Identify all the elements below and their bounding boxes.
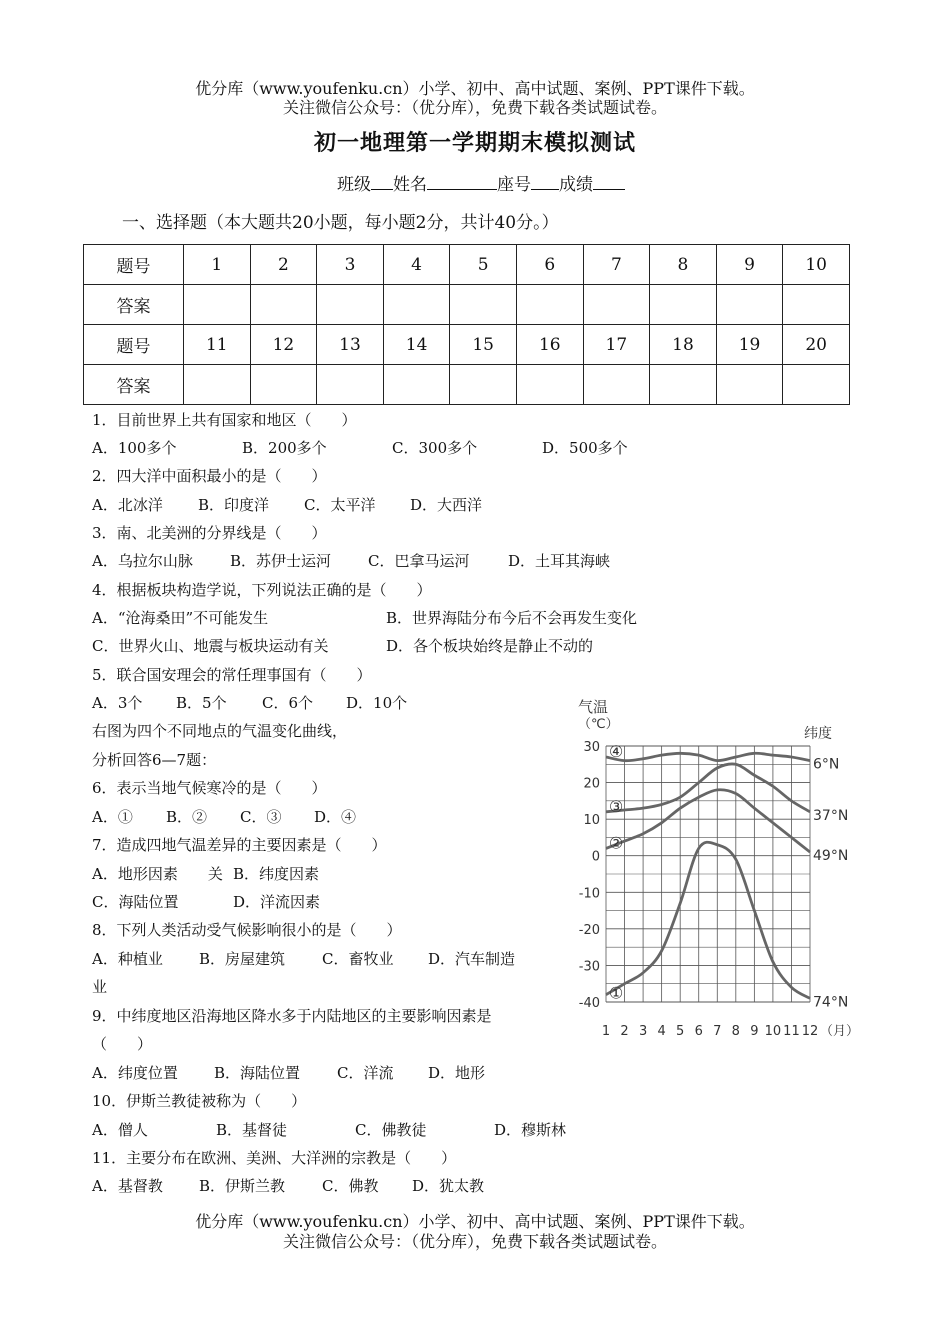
question-10: 10．伊斯兰教徒被称为（ ） xyxy=(92,1092,307,1110)
chart-grid xyxy=(606,746,810,1002)
question-number: 10 xyxy=(783,245,850,285)
series-name: ① xyxy=(608,983,624,1003)
option: D．500多个 xyxy=(542,439,628,457)
option: B．世界海陆分布今后不会再发生变化 xyxy=(386,609,638,627)
option: D．汽车制造 xyxy=(428,950,516,968)
question-3-options xyxy=(92,551,610,571)
class-blank[interactable] xyxy=(371,175,393,190)
name-label: 姓名 xyxy=(393,175,427,195)
question-number: 17 xyxy=(583,325,650,365)
series-latitude: 74°N xyxy=(813,994,849,1011)
answer-cell[interactable] xyxy=(250,365,317,405)
option: D．洋流因素 xyxy=(233,893,321,911)
option: C．畜牧业 xyxy=(322,950,394,968)
name-blank[interactable] xyxy=(427,175,497,190)
x-tick-label: 4 xyxy=(657,1024,666,1039)
question-6: 6．表示当地气候寒冷的是（ ） xyxy=(92,779,327,797)
header-line-2: 关注微信公众号：（优分库），免费下载各类试题试卷。 xyxy=(282,98,667,117)
series-name: ③ xyxy=(608,796,624,816)
section-heading: 一、选择题（本大题共20小题，每小题2分，共计40分。） xyxy=(122,213,559,233)
question-1-options xyxy=(92,438,628,458)
row-label: 题号 xyxy=(84,245,184,285)
answer-cell[interactable] xyxy=(184,365,251,405)
question-11-options xyxy=(92,1176,484,1196)
question-number: 20 xyxy=(783,325,850,365)
question-number: 19 xyxy=(716,325,783,365)
option: B．纬度因素 xyxy=(233,865,320,883)
option: C．太平洋 xyxy=(304,496,376,514)
series-latitude: 6°N xyxy=(813,756,840,773)
y-tick-label: -40 xyxy=(578,996,600,1011)
option: B．海陆位置 xyxy=(214,1064,301,1082)
option: D．各个板块始终是静止不动的 xyxy=(386,637,594,655)
question-number: 11 xyxy=(184,325,251,365)
temperature-chart xyxy=(574,696,864,1041)
answer-cell[interactable] xyxy=(583,365,650,405)
option: C．佛教徒 xyxy=(355,1121,427,1139)
answer-table xyxy=(83,244,850,405)
question-7-options-2 xyxy=(92,892,320,912)
answer-cell[interactable] xyxy=(317,285,384,325)
answer-cell[interactable] xyxy=(383,365,450,405)
y-tick-label: -30 xyxy=(578,959,600,975)
chart-ylabel-2: （℃） xyxy=(578,717,619,732)
option: B．② xyxy=(166,808,208,826)
answer-cell[interactable] xyxy=(383,285,450,325)
chart-intro-2: 分析回答6—7题： xyxy=(92,751,217,769)
option: A．基督教 xyxy=(92,1177,163,1195)
table-row xyxy=(84,285,850,325)
question-5-options xyxy=(92,693,407,713)
option: C．佛教 xyxy=(322,1177,379,1195)
option: B．苏伊士运河 xyxy=(230,552,332,570)
option: D．大西洋 xyxy=(410,496,483,514)
score-label: 成绩 xyxy=(559,175,593,195)
x-tick-label: 6 xyxy=(694,1024,703,1039)
option: B．房屋建筑 xyxy=(199,950,286,968)
series-name: ④ xyxy=(608,741,624,761)
table-row xyxy=(84,365,850,405)
class-label: 班级 xyxy=(337,175,371,195)
question-number: 4 xyxy=(383,245,450,285)
question-number: 8 xyxy=(650,245,717,285)
x-tick-label: 1 xyxy=(601,1024,611,1039)
question-number: 7 xyxy=(583,245,650,285)
score-blank[interactable] xyxy=(593,175,625,190)
option: A．“沧海桑田”不可能发生 xyxy=(92,609,269,627)
x-tick-label: 7 xyxy=(713,1024,722,1039)
seat-blank[interactable] xyxy=(531,175,559,190)
question-5: 5．联合国安理会的常任理事国有（ ） xyxy=(92,666,372,684)
answer-cell[interactable] xyxy=(250,285,317,325)
x-tick-label: 5 xyxy=(676,1024,685,1039)
x-tick-label: 3 xyxy=(638,1024,648,1039)
option: A．乌拉尔山脉 xyxy=(92,552,193,570)
x-tick-label: 2 xyxy=(620,1024,629,1039)
series-line xyxy=(606,764,810,812)
chart-ylabel-1: 气温 xyxy=(578,698,609,716)
series-latitude: 37°N xyxy=(813,807,849,824)
option: A．① xyxy=(92,808,133,826)
answer-cell[interactable] xyxy=(450,285,517,325)
question-7-options-1 xyxy=(92,864,319,884)
answer-cell[interactable] xyxy=(650,365,717,405)
option: D．地形 xyxy=(428,1064,486,1082)
option: A．僧人 xyxy=(92,1121,148,1139)
question-number: 14 xyxy=(383,325,450,365)
option: B．200多个 xyxy=(242,439,327,457)
option: B．印度洋 xyxy=(198,496,270,514)
answer-cell[interactable] xyxy=(516,285,583,325)
option: C．6个 xyxy=(262,694,314,712)
series-line xyxy=(606,842,810,998)
answer-cell[interactable] xyxy=(317,365,384,405)
question-4: 4．根据板块构造学说，下列说法正确的是（ ） xyxy=(92,581,432,599)
answer-cell[interactable] xyxy=(184,285,251,325)
question-7: 7．造成四地气温差异的主要因素是（ ） xyxy=(92,836,387,854)
answer-cell[interactable] xyxy=(583,285,650,325)
x-tick-label: 10 xyxy=(764,1024,782,1039)
page-title: 初一地理第一学期期末模拟测试 xyxy=(313,130,636,156)
question-9-tail: （ ） xyxy=(92,1035,153,1053)
student-info xyxy=(337,170,625,195)
y-tick-label: 20 xyxy=(583,776,600,792)
chart-xlabel: （月） xyxy=(820,1024,860,1039)
answer-cell[interactable] xyxy=(783,285,850,325)
option: B．伊斯兰教 xyxy=(199,1177,286,1195)
question-3: 3．南、北美洲的分界线是（ ） xyxy=(92,524,327,542)
option: D．土耳其海峡 xyxy=(508,552,611,570)
seat-label: 座号 xyxy=(497,175,531,195)
series-line xyxy=(606,753,810,760)
option: A．种植业 xyxy=(92,950,163,968)
row-label: 题号 xyxy=(84,325,184,365)
question-2-options xyxy=(92,495,482,515)
option: C．世界火山、地震与板块运动有关 xyxy=(92,637,329,655)
chart-y-ticks xyxy=(579,740,600,1011)
option: A．北冰洋 xyxy=(92,496,163,514)
row-label: 答案 xyxy=(84,365,184,405)
x-tick-label: 9 xyxy=(750,1024,759,1039)
question-11: 11．主要分布在欧洲、美洲、大洋洲的宗教是（ ） xyxy=(92,1149,457,1167)
chart-legend-title: 纬度 xyxy=(804,726,832,742)
answer-cell[interactable] xyxy=(450,365,517,405)
table-row xyxy=(84,245,850,285)
answer-cell[interactable] xyxy=(650,285,717,325)
footer-line-2: 关注微信公众号：（优分库），免费下载各类试题试卷。 xyxy=(282,1232,667,1251)
question-4-options-1 xyxy=(92,608,637,628)
option: A．纬度位置 xyxy=(92,1064,178,1082)
header-line-1: 优分库（www.youfenku.cn）小学、初中、高中试题、案例、PPT课件下载。 xyxy=(195,79,755,98)
question-number: 16 xyxy=(516,325,583,365)
option: A．3个 xyxy=(92,694,143,712)
option: D．④ xyxy=(314,808,357,826)
question-number: 6 xyxy=(516,245,583,285)
question-9: 9．中纬度地区沿海地区降水多于内陆地区的主要影响因素是 xyxy=(92,1007,492,1025)
answer-cell[interactable] xyxy=(783,365,850,405)
y-tick-label: -10 xyxy=(578,886,600,902)
question-number: 18 xyxy=(650,325,717,365)
question-6-options xyxy=(92,807,356,827)
y-tick-label: 0 xyxy=(591,849,600,865)
question-number: 1 xyxy=(184,245,251,285)
chart-x-ticks xyxy=(602,1024,818,1039)
option: D．穆斯林 xyxy=(494,1121,567,1139)
option: B．基督徒 xyxy=(216,1121,288,1139)
y-tick-label: 30 xyxy=(583,740,600,755)
series-name: ② xyxy=(608,833,624,853)
question-2: 2．四大洋中面积最小的是（ ） xyxy=(92,467,327,485)
question-number: 3 xyxy=(317,245,384,285)
question-number: 12 xyxy=(250,325,317,365)
option: C．300多个 xyxy=(392,439,478,457)
option: A．地形因素 关 xyxy=(92,865,223,883)
option: C．海陆位置 xyxy=(92,893,179,911)
question-number: 13 xyxy=(317,325,384,365)
series-latitude: 49°N xyxy=(813,848,849,865)
answer-cell[interactable] xyxy=(516,365,583,405)
x-tick-label: 12 xyxy=(801,1024,819,1039)
option: D．犹太教 xyxy=(412,1177,485,1195)
option: C．巴拿马运河 xyxy=(368,552,470,570)
question-number: 2 xyxy=(250,245,317,285)
question-8: 8．下列人类活动受气候影响很小的是（ ） xyxy=(92,921,402,939)
question-number: 15 xyxy=(450,325,517,365)
answer-cell[interactable] xyxy=(716,285,783,325)
question-number: 9 xyxy=(716,245,783,285)
option: B．5个 xyxy=(176,694,227,712)
question-4-options-2 xyxy=(92,636,593,656)
chart-series xyxy=(606,753,810,998)
option: C．洋流 xyxy=(337,1064,394,1082)
row-label: 答案 xyxy=(84,285,184,325)
question-number: 5 xyxy=(450,245,517,285)
footer-line-1: 优分库（www.youfenku.cn）小学、初中、高中试题、案例、PPT课件下载。 xyxy=(195,1212,755,1231)
table-row xyxy=(84,325,850,365)
x-tick-label: 11 xyxy=(783,1024,800,1039)
question-10-options xyxy=(92,1120,566,1140)
question-1: 1．目前世界上共有国家和地区（ ） xyxy=(92,411,357,429)
option: C．③ xyxy=(240,808,282,826)
chart-intro-1: 右图为四个不同地点的气温变化曲线， xyxy=(92,722,348,740)
option: D．10个 xyxy=(346,694,408,712)
y-tick-label: 10 xyxy=(583,813,600,829)
question-9-options xyxy=(92,1063,485,1083)
question-8-options xyxy=(92,949,515,969)
x-tick-label: 8 xyxy=(731,1024,740,1039)
question-8-tail: 业 xyxy=(92,978,108,996)
y-tick-label: -20 xyxy=(578,922,600,938)
option: A．100多个 xyxy=(92,439,177,457)
answer-cell[interactable] xyxy=(716,365,783,405)
